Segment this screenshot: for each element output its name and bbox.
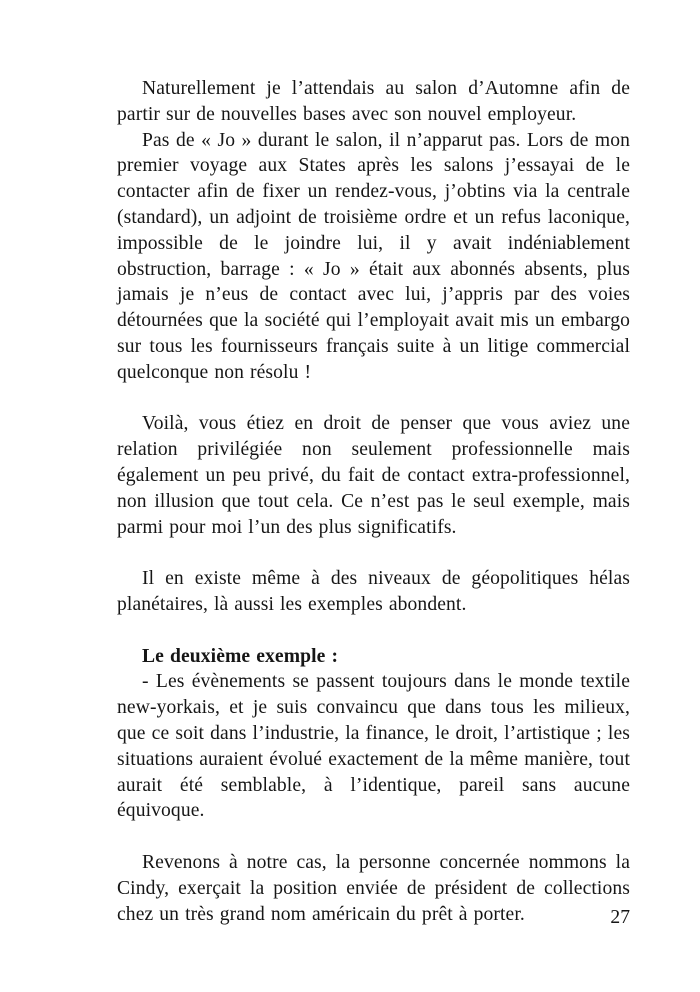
paragraph-pas-de-jo: Pas de « Jo » durant le salon, il n’apparut pas. Lors de mon premier voyage aux States après les salons j’essayai de le contacter afin de fixer un rendez-vous, j’obtins via la centrale (standard), un adjoint de troisième ordre et un refus laconique, impossible de le joindre lui, il y avait indéniablement obstruction, barrage : « Jo » était aux abonnés absents, plus jamais je n’eus de contact avec lui, j’appris par des voies détournées que la société qui l’employait avait mis un embargo sur tous les fournisseurs français suite à un litige commercial quelconque non résolu ! bbox=[117, 129, 630, 383]
page-body bbox=[117, 76, 630, 927]
paragraph-revenons: Revenons à notre cas, la personne concernée nommons la Cindy, exerçait la position enviée de président de collections chez un très grand nom américain du prêt à porter. bbox=[117, 851, 630, 925]
paragraph-naturellement: Naturellement je l’attendais au salon d’Automne afin de partir sur de nouvelles bases avec son nouvel employeur. bbox=[117, 78, 630, 125]
page-number: 27 bbox=[610, 907, 630, 928]
paragraph-il-en-existe: Il en existe même à des niveaux de géopolitiques hélas planétaires, là aussi les exemples abondent. bbox=[117, 568, 630, 615]
section-heading-deuxieme-exemple: Le deuxième exemple : bbox=[142, 645, 339, 667]
paragraph-les-evenements: - Les évènements se passent toujours dans le monde textile new-yorkais, et je suis convaincu que dans tous les milieux, que ce soit dans l’industrie, la finance, le droit, l’artistique ; les situations auraient évolué exactement de la même manière, tout aurait été semblable, à l’identique, pareil sans aucune équivoque. bbox=[117, 671, 630, 822]
paragraph-voila: Voilà, vous étiez en droit de penser que vous aviez une relation privilégiée non seulement professionnelle mais également un peu privé, du fait de contact extra-professionnel, non illusion que tout cela. Ce n’est pas le seul exemple, mais parmi pour moi l’un des plus significatifs. bbox=[117, 413, 630, 538]
